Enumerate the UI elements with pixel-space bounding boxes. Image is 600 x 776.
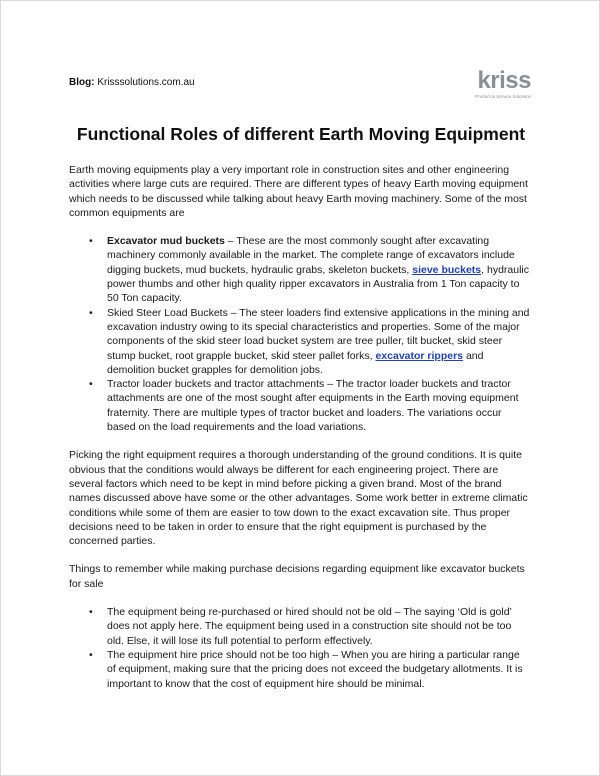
document-header: [69, 67, 531, 103]
intro-paragraph: Earth moving equipments play a very important role in construction sites and other engineering activities where large cuts are required. There are different types of heavy Earth moving equipment which needs to be discussed while talking about heavy Earth moving machinery. Some of the most common equipments are: [69, 164, 528, 219]
article-body: [69, 163, 531, 705]
paragraph-spacer: [69, 548, 531, 562]
blog-source-line: [69, 77, 195, 89]
page-title: Functional Roles of different Earth Moving Equipment: [76, 124, 526, 144]
bullet-icon: •: [89, 606, 93, 619]
blog-label: Blog:: [69, 77, 95, 88]
excavator-rippers-link[interactable]: excavator rippers: [375, 349, 464, 362]
item-lead: Excavator mud buckets: [107, 235, 225, 248]
list-item: [69, 648, 531, 691]
bullet-icon: •: [89, 306, 93, 319]
list-item: [69, 377, 531, 434]
item-text: Skied Steer Load Buckets – The steer loaders find extensive applications in the mining and excavation industry owing to its special characteristics and properties. Some of the major components of the skid steer load bucket system are tree puller, tilt bucket, skid steer stump bucket, root grapple bucket, skid steer pallet forks,: [107, 306, 530, 362]
list-item: [69, 234, 531, 305]
selection-paragraph: Picking the right equipment requires a thorough understanding of the ground conditions. It is quite obvious that the conditions would always be different for each engineering project. There are several factors which need to be kept in mind before picking a given brand. Most of the brand names discussed above have some or the other advantages. Some work better in extreme climatic conditions while some of them are easier to tow down to the exact excavation site. Thus proper decisions need to be taken in order to ensure that the right equipment is purchased by the concerned parties.: [69, 449, 528, 548]
bullet-icon: •: [89, 378, 93, 391]
list-item: [69, 605, 531, 648]
item-text: The equipment hire price should not be too high – When you are hiring a particular range of equipment, making sure that the pricing does not exceed the budgetary allotments. It is important to know that the cost of equipment hire should be minimal.: [107, 648, 523, 690]
purchase-tips-list: [69, 605, 531, 691]
item-text: – These are the most commonly sought after excavating machinery commonly available in the market. The complete range of excavators include digging buckets, mud buckets, hydraulic grabs, skeleton buckets,: [107, 235, 515, 276]
item-text: and demolition bucket grapples for demolition jobs.: [107, 349, 484, 376]
kriss-logo: [461, 69, 531, 101]
logo-wordmark: kriss: [477, 67, 531, 94]
item-text: , hydraulic power thumbs and other high quality ripper excavators in Australia from 1 Ton capacity to 50 Ton capacity.: [107, 263, 529, 305]
sieve-buckets-link[interactable]: sieve buckets: [412, 263, 482, 276]
item-text: The equipment being re-purchased or hired should not be old – The saying ‘Old is gold’ does not apply here. The equipment being used in a construction site should not be too old. Else, it will lose its full potential to perform effectively.: [107, 606, 512, 647]
bullet-icon: •: [89, 648, 93, 661]
equipment-list: [69, 234, 531, 434]
purchase-intro-paragraph: Things to remember while making purchase decisions regarding equipment like excavator buckets for sale: [69, 563, 525, 590]
logo-tagline: Product & Service Solutions: [475, 94, 531, 99]
item-text: Tractor loader buckets and tractor attachments – The tractor loader buckets and tractor attachments are one of the most sought after equipments in the Earth moving equipment fraternity. There are multiple types of tractor bucket and loaders. The variations occur based on the load requirements and the load variations.: [107, 378, 519, 434]
blog-site: Krisssolutions.com.au: [97, 77, 195, 88]
list-item: [69, 306, 531, 377]
bullet-icon: •: [89, 235, 93, 248]
